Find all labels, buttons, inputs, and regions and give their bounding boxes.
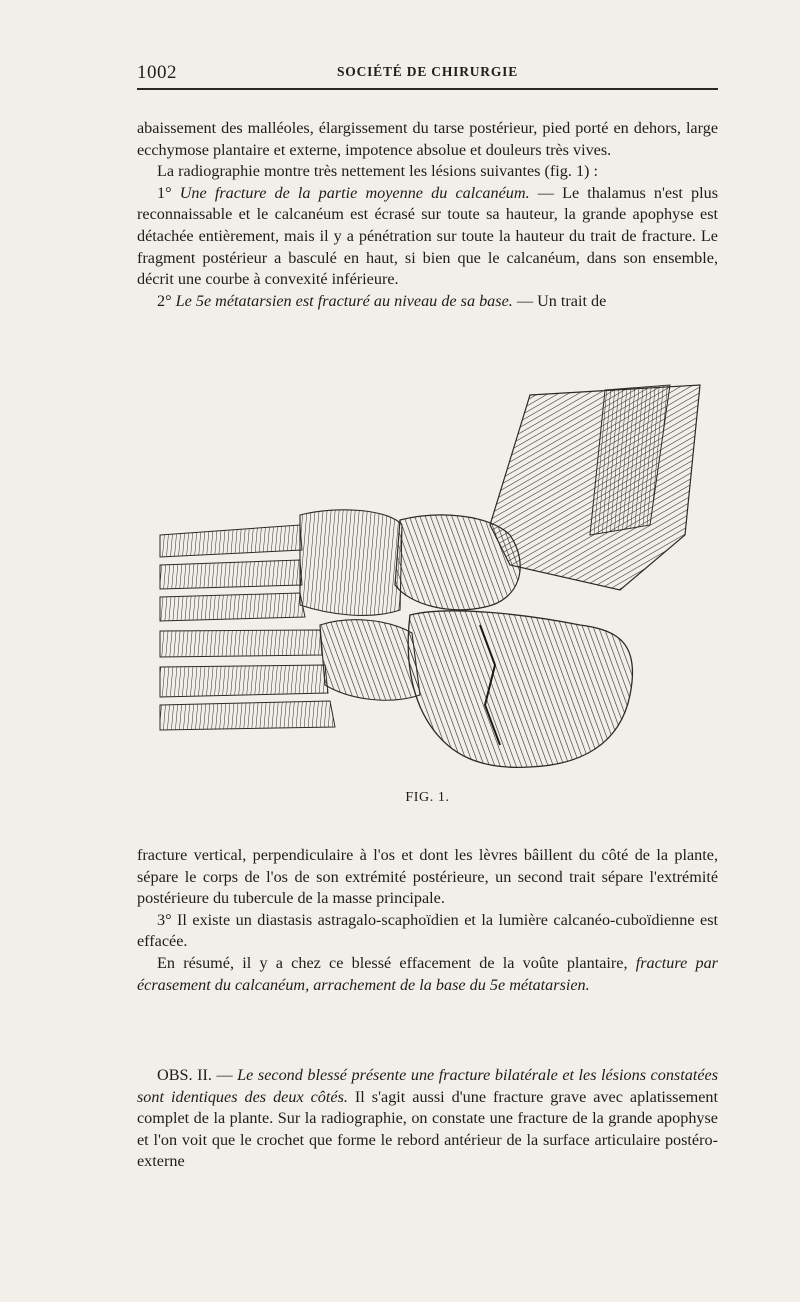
paragraph-italic: Le 5e métatarsien est fracturé au niveau de sa base.: [175, 291, 513, 310]
paragraph-lead: 2°: [157, 291, 176, 310]
paragraph: abaissement des malléoles, élargissement du tarse postérieur, pied porté en dehors, large ecchymose plantaire et externe, impotence absolue et douleurs très vives.: [137, 119, 718, 159]
running-title: SOCIÉTÉ DE CHIRURGIE: [336, 64, 519, 79]
observation-rest: Il s'agit aussi d'une fracture grave avec aplatissement complet de la plante. Sur la radiographie, on constate une fracture de la grande apophyse et l'on voit que le crochet que forme le rebord antérieur de la surface articulaire postéro-externe: [137, 1087, 718, 1171]
page-number: 1002: [137, 62, 177, 83]
paragraph: [137, 953, 718, 996]
figure-caption: FIG. 1.: [405, 790, 450, 805]
paragraph-italic: fracture par écrasement du calcanéum, arrachement de la base du 5e métatarsien.: [137, 953, 718, 994]
paragraph-lead: En résumé, il y a chez ce blessé effacement de la voûte plantaire,: [157, 953, 636, 972]
paragraph-lead: 1°: [157, 183, 180, 202]
paragraph: [137, 291, 718, 313]
page-header: [137, 58, 718, 90]
paragraph-rest: — Un trait de: [512, 291, 607, 310]
paragraph: fracture vertical, perpendiculaire à l'os et dont les lèvres bâillent du côté de la plante, sépare le corps de l'os de son extrémité postérieure, un second trait sépare l'extrémité postérieure du tubercule de la masse principale.: [137, 846, 718, 908]
observation-dash: —: [211, 1066, 238, 1084]
observation-block: [137, 1065, 718, 1173]
paragraph: [137, 183, 718, 291]
foot-xray-engraving: [150, 375, 720, 785]
text-block-bottom: [137, 845, 718, 996]
observation-label: OBS. II.: [157, 1066, 212, 1084]
observation-paragraph: [137, 1065, 718, 1173]
text-block-top: [137, 118, 718, 312]
paragraph: La radiographie montre très nettement les lésions suivantes (fig. 1) :: [157, 162, 598, 181]
paragraph-rest: — Le thalamus n'est plus reconnaissable et le calcanéum est écrasé sur toute sa hauteur, la grande apophyse est détachée entièrement, mais il y a pénétration sur toute la hauteur du trait de fracture. Le fragment postérieur a basculé en haut, si bien que le calcanéum, dans son ensemble, décrit une courbe à convexité inférieure.: [137, 183, 718, 289]
observation-italic: Le second blessé présente une fracture bilatérale et les lésions constatées sont identiques des deux côtés.: [137, 1066, 718, 1106]
paragraph: 3° Il existe un diastasis astragalo-scaphoïdien et la lumière calcanéo-cuboïdienne est effacée.: [137, 910, 718, 951]
paragraph-italic: Une fracture de la partie moyenne du calcanéum.: [179, 183, 530, 202]
